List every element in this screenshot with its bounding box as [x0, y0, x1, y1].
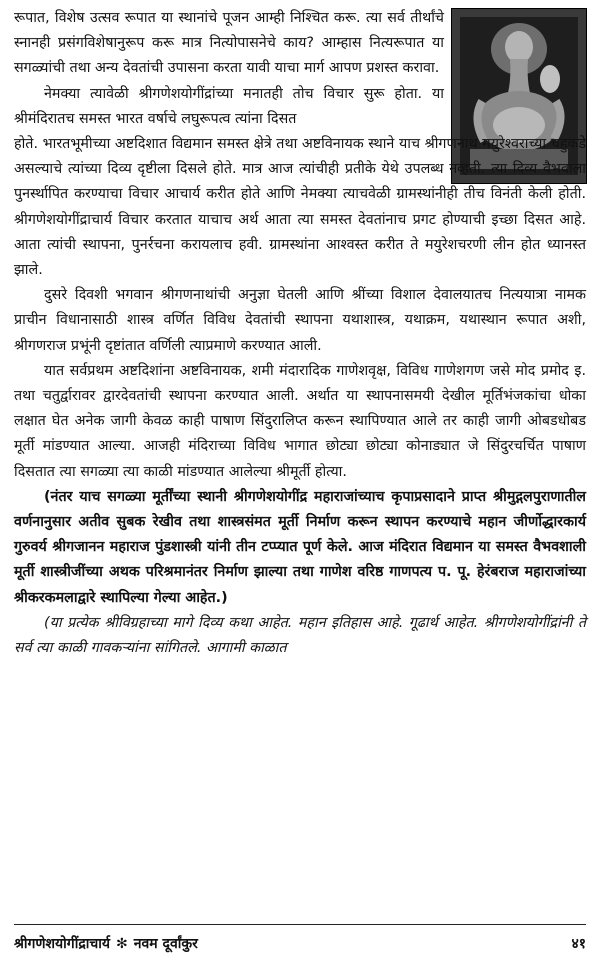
paragraph-3: दुसरे दिवशी भगवान श्रीगणनाथांची अनुज्ञा घेतली आणि श्रींच्या विशाल देवालयातच नित्ययात्रा नामक प्राचीन विधानासाठी शास्त्र वर्णित विविध देवतांची स्थापना यथाशास्त्र, यथाक्रम, यथास्थान रूपात अशी, श्रीगणराज प्रभूंनी दृष्टांतात वर्णिली त्याप्रमाणे करण्यात आली. — [14, 287, 586, 354]
page-footer — [14, 924, 586, 953]
paragraph-2-rest: होते. भारतभूमीच्या अष्टदिशात विद्यमान समस्त क्षेत्रे तथा अष्टविनायक स्थाने याच श्रीगणनाथ मयुरेश्वराच्या चहुकडे असल्याचे त्यांच्या दिव्य दृष्टीला दिसले होते. मात्र आज त्यांचीही प्रतीके येथे उपलब्ध नव्हती. त्या दिव्य वैभवाला पुनर्स्थापित करण्याचा विचार आचार्य करीत होते आणि नेमक्या त्याचवेळी ग्रामस्थांनीही तीच विनंती केली होती. श्रीगणेशयोगींद्राचार्य विचार करतात याचाच अर्थ आता त्या समस्त देवतांनाच प्रगट होण्याची इच्छा दिसत आहे. आता त्यांची स्थापना, पुनर्रचना करायलाच हवी. ग्रामस्थांना आश्वस्त करीत ते मयुरेशचरणी लीन होत ध्यानस्त झाले. — [14, 136, 586, 279]
chapter-title: नवम दूर्वांकुर — [133, 936, 198, 952]
footer-left — [14, 934, 198, 953]
book-title: श्रीगणेशयोगींद्राचार्य — [14, 936, 111, 952]
page-number: ४१ — [571, 936, 586, 952]
paragraph-2-top: नेमक्या त्यावेळी श्रीगणेशयोगींद्रांच्या मनातही तोच विचार सुरू होता. या श्रीमंदिरातच समस्त भारत वर्षाचे लघुरूपत्व त्यांना दिसत — [14, 85, 444, 127]
paragraph-4: यात सर्वप्रथम अष्टदिशांना अष्टविनायक, शमी मंदारादिक गाणेशवृक्ष, विविध गाणेशगण जसे मोद प्रमोद इ. तथा चतुर्द्वारावर द्वारदेवतांची स्थापना करण्यात आली. अर्थात या स्थापनासमयी देखील मूर्तिभंजकांचा धोका लक्षात घेत अनेक जागी केवळ काही पाषाण सिंदुरालिप्त करून स्थापिण्यात आले तर काही जागी ओबडधोबड मूर्ती मांडण्यात आल्या. आजही मंदिराच्या विविध भागात छोट्या छोट्या कोनाड्यात जे सिंदुरचर्चित पाषाण दिसतात त्या सगळ्या त्या काळी मांडण्यात आलेल्या श्रीमूर्ती होत्या. — [14, 362, 586, 480]
paragraph-1: रूपात, विशेष उत्सव रूपात या स्थानांचे पूजन आम्ही निश्चित करू. त्या सर्व तीर्थांचे स्नानही प्रसंगविशेषानुरूप करू मात्र नित्योपासनेचे काय? आम्हास नित्यरूपात या सगळ्यांची तथा अन्य देवतांची उपासना करता यावी याचा मार्ग आपण प्रशस्त करावा. — [14, 10, 444, 77]
paragraph-6-note: (या प्रत्येक श्रीविग्रहाच्या मागे दिव्य कथा आहेत. महान इतिहास आहे. गूढार्थ आहेत. श्रीगणेशयोगींद्रांनी ते सर्व त्या काळी गावकऱ्यांना सांगितले. आगामी काळात — [14, 614, 586, 657]
paragraph-5-note: (नंतर याच सगळ्या मूर्तींच्या स्थानी श्रीगणेशयोगींद्र महाराजांच्याच कृपाप्रसादाने प्राप्त श्रीमुद्गलपुराणातील वर्णनानुसार अतीव सुबक रेखीव तथा शास्त्रसंमत मूर्ती निर्माण करून स्थापन करण्याचे महान जीर्णोद्धारकार्य गुरुवर्य श्रीगजानन महाराज पुंडशास्त्री यांनी तीन टप्प्यात पूर्ण केले. आज मंदिरात विद्यमान या समस्त वैभवशाली मूर्ती शास्त्रीजींच्या अथक परिश्रमानंतर निर्माण झाल्या तथा गाणेश वरिष्ठ गाणपत्य प. पू. हेरंबराज महाराजांच्या श्रीकरकमलाद्वारे स्थापिल्या गेल्या आहेत.) — [14, 488, 586, 606]
separator-icon: ✻ — [116, 936, 128, 952]
page-body — [14, 6, 586, 661]
